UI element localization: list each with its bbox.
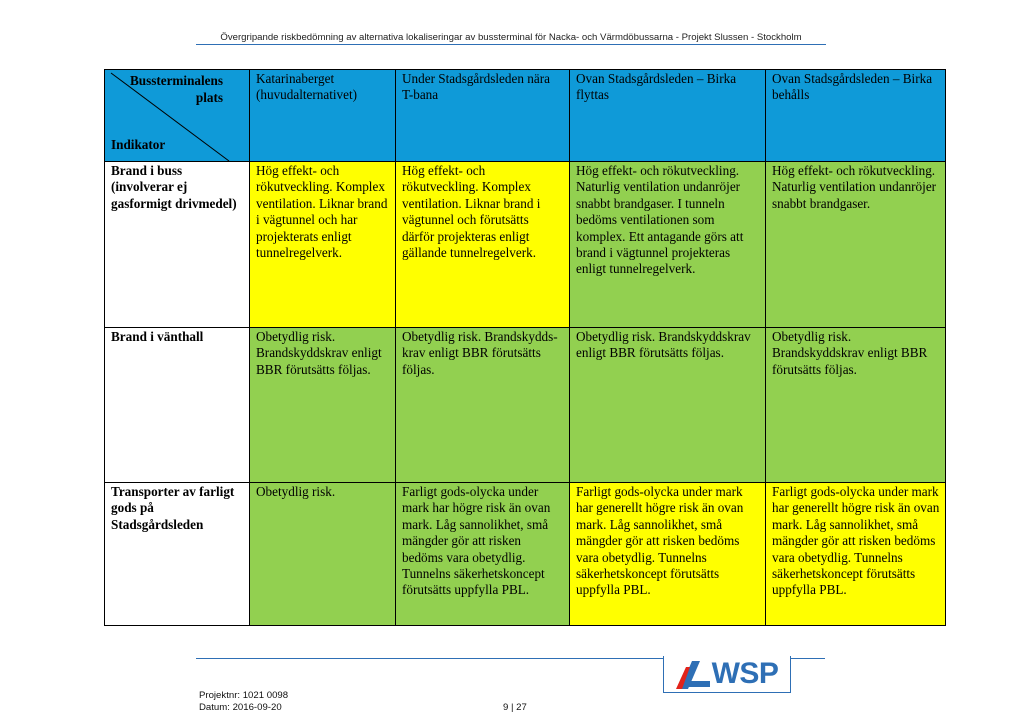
corner-top-line2: plats <box>195 90 223 105</box>
table-row <box>105 162 946 328</box>
row-indicator: Brand i buss (involverar ej gasformigt drivmedel) <box>105 162 250 328</box>
table-cell: Obetydlig risk. <box>250 483 396 626</box>
table-header-row <box>105 70 946 162</box>
table-row <box>105 328 946 483</box>
table-cell: Obetydlig risk. Brandskyddskrav enligt BBR förutsätts följas. <box>250 328 396 483</box>
wsp-logo-text: WSP <box>711 657 779 690</box>
document-date: Datum: 2016-09-20 <box>199 702 282 713</box>
footer-rule <box>196 658 663 659</box>
column-header: Ovan Stadsgårdsleden – Birka flyttas <box>570 70 766 162</box>
table-cell: Hög effekt- och rökutveckling. Komplex ventilation. Liknar brand i vägtunnel och har projekterats enligt tunnelregelverk. <box>250 162 396 328</box>
table-cell: Hög effekt- och rökutveckling. Naturlig ventilation undanröjer snabbt brandgaser. I tunneln bedöms ventilationen som komplex. Ett antagande görs att brand i vägtunnel projekteras enligt tunnelregelverk. <box>570 162 766 328</box>
table-cell: Hög effekt- och rökutveckling. Komplex ventilation. Liknar brand i vägtunnel och förutsätts därför projekteras enligt gällande tunnelregelverk. <box>396 162 570 328</box>
table-cell: Hög effekt- och rökutveckling. Naturlig ventilation undanröjer snabbt brandgaser. <box>766 162 946 328</box>
row-indicator: Transporter av farligt gods på Stadsgårdsleden <box>105 483 250 626</box>
page-number: 9 | 27 <box>503 702 527 713</box>
footer-rule-right <box>789 658 825 659</box>
corner-header-cell <box>105 70 250 162</box>
table-cell: Obetydlig risk. Brandskyddskrav enligt BBR förutsätts följas. <box>766 328 946 483</box>
project-number: Projektnr: 1021 0098 <box>199 690 289 701</box>
column-header: Ovan Stadsgårdsleden – Birka behålls <box>766 70 946 162</box>
table-cell: Obetydlig risk. Brandskyddskrav enligt BBR förutsätts följas. <box>570 328 766 483</box>
table-cell: Farligt gods-olycka under mark har generellt högre risk än ovan mark. Låg sannolikhet, små mängder gör att risken bedöms vara obetydlig. Tunnelns säkerhetskoncept förutsätts uppfylla PBL. <box>766 483 946 626</box>
table-cell: Farligt gods-olycka under mark har högre risk än ovan mark. Låg sannolikhet, små mängder gör att risken bedöms vara obetydlig. Tunnelns säkerhetskoncept förutsätts uppfylla PBL. <box>396 483 570 626</box>
corner-top-line1: Bussterminalens <box>129 73 223 88</box>
page-header-title: Övergripande riskbedömning av alternativa lokaliseringar av bussterminal för Nacka- och Värmdöbussarna - Projekt Slussen - Stockholm <box>220 32 802 43</box>
table-cell: Obetydlig risk. Brandskydds-krav enligt BBR förutsätts följas. <box>396 328 570 483</box>
column-header: Under Stadsgårdsleden nära T-bana <box>396 70 570 162</box>
table-cell: Farligt gods-olycka under mark har generellt högre risk än ovan mark. Låg sannolikhet, små mängder gör att risken bedöms vara obetydlig. Tunnelns säkerhetskoncept förutsätts uppfylla PBL. <box>570 483 766 626</box>
corner-top-label <box>130 72 223 106</box>
wsp-logo-icon <box>676 659 710 689</box>
column-header: Katarinaberget (huvudalternativet) <box>250 70 396 162</box>
risk-assessment-table <box>104 69 946 626</box>
table-row <box>105 483 946 626</box>
wsp-logo <box>663 656 791 693</box>
header-rule <box>196 44 826 45</box>
corner-bottom-label: Indikator <box>111 136 166 152</box>
row-indicator: Brand i vänthall <box>105 328 250 483</box>
